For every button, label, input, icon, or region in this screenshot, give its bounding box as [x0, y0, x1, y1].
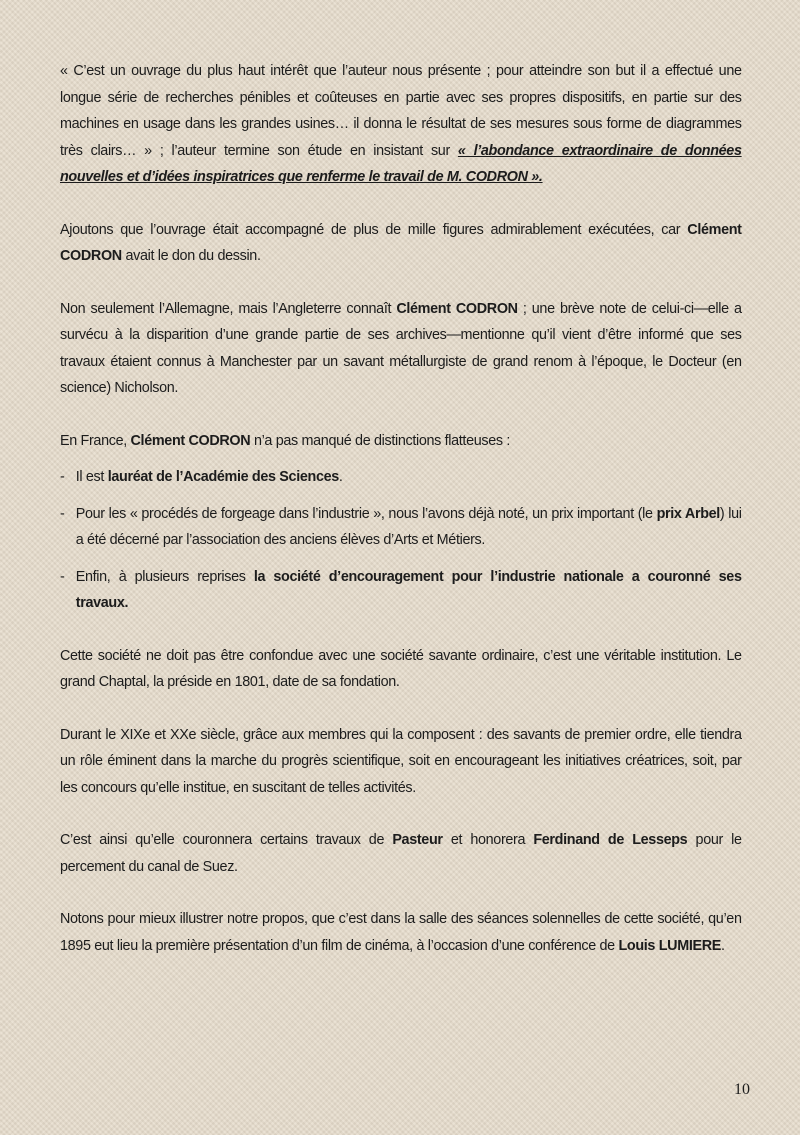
- paragraph-cinema: Notons pour mieux illustrer notre propos, que c’est dans la salle des séances solennelles de cette société, qu’en 1895 eut lieu la première présentation d’un film de cinéma, à l’occasion d’une conférence de Louis LUMIERE.: [60, 911, 742, 954]
- list-item: - Il est lauréat de l’Académie des Sciences.: [60, 464, 742, 491]
- paragraph-france: En France, Clément CODRON n’a pas manqué de distinctions flatteuses :: [60, 432, 511, 449]
- paragraph-england: Non seulement l’Allemagne, mais l’Angleterre connaît Clément CODRON ; une brève note de celui-ci—elle a survécu à la disparition d’une grande partie de ses archives—mentionne qu’il vient d’être informé que ses travaux étaient connus à Manchester par un savant métallurgiste de grand renom à l’époque, le Docteur (en science) Nicholson.: [60, 300, 742, 396]
- highlighted-quote: « l’abondance extraordinaire de données nouvelles et d’idées inspiratrices que renferme le travail de M. CODRON ».: [60, 142, 742, 185]
- person-name: Clément CODRON: [60, 221, 742, 264]
- list-item: - Enfin, à plusieurs reprises la société d’encouragement pour l’industrie nationale a couronné ses travaux.: [60, 564, 742, 617]
- list-dash: -: [60, 469, 65, 485]
- person-name: Clément CODRON: [396, 300, 518, 317]
- paragraph-quote: « C’est un ouvrage du plus haut intérêt que l’auteur nous présente ; pour atteindre son but il a effectué une longue série de recherches pénibles et coûteuses en partie avec ses propres dispositifs, en partie sur des machines en usage dans les grandes usines… il donna le résultat de ses mesures sous forme de diagrammes très clairs… » ; l’auteur termine son étude en insistant sur « l’abondance extraordinaire de données nouvelles et d’idées inspiratrices que renferme le travail de M. CODRON ».: [60, 63, 742, 185]
- paragraph-society: Cette société ne doit pas être confondue avec une société savante ordinaire, c’est une véritable institution. Le grand Chaptal, la préside en 1801, date de sa fondation.: [60, 647, 742, 690]
- person-name: Clément CODRON: [130, 432, 251, 449]
- list-dash: -: [60, 505, 65, 522]
- paragraph-pasteur: C’est ainsi qu’elle couronnera certains travaux de Pasteur et honorera Ferdinand de Lesseps pour le percement du canal de Suez.: [60, 832, 742, 875]
- list-dash: -: [60, 568, 65, 585]
- document-page: [60, 58, 742, 959]
- paragraph-centuries: Durant le XIXe et XXe siècle, grâce aux membres qui la composent : des savants de premier ordre, elle tiendra un rôle éminent dans la marche du progrès scientifique, soit en encourageant les initiatives créatrices, soit, par les concours qu’elle institue, en suscitant de telles activités.: [60, 726, 742, 796]
- paragraph-figures: Ajoutons que l’ouvrage était accompagné de plus de mille figures admirablement exécutées, car Clément CODRON avait le don du dessin.: [60, 221, 742, 264]
- list-item: - Pour les « procédés de forgeage dans l’industrie », nous l’avons déjà noté, un prix important (le prix Arbel) lui a été décerné par l’association des anciens élèves d’Arts et Métiers.: [60, 501, 742, 554]
- page-number: 10: [734, 1081, 750, 1098]
